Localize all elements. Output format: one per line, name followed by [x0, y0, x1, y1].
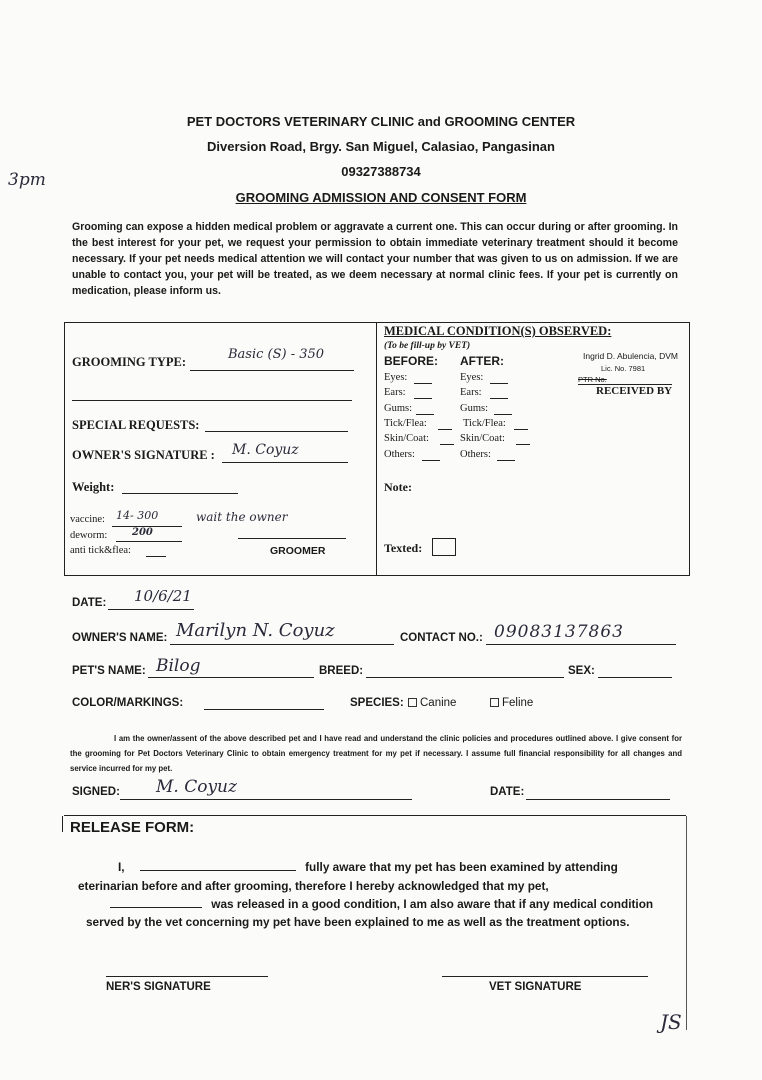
deworm-label: deworm: [70, 530, 108, 541]
blank-line [72, 400, 352, 401]
vet-stamp-lic: Lic. No. 7981 [601, 364, 646, 373]
after-gums: Gums: [460, 403, 489, 414]
deworm-line [116, 541, 182, 542]
after-skincoat: Skin/Coat: [460, 433, 505, 444]
color-label: COLOR/MARKINGS: [72, 697, 184, 709]
weight-label: Weight: [72, 480, 115, 494]
groomer-line [238, 538, 346, 539]
release-name-line[interactable] [140, 859, 296, 871]
release-right-border [686, 816, 687, 1030]
contact-label: CONTACT NO.: [400, 632, 483, 644]
consent-paragraph: I am the owner/assent of the above described pet and I have read and understand the clinic policies and procedures outlined above. I give consent for the grooming for Pet Doctors Veterinary Clinic to obtain emergency treatment for my pet if necessary. I assume full financial responsibility for all changes and service incurred for my pet. [70, 734, 682, 773]
grooming-type-value[interactable]: Basic (S) - 350 [228, 347, 325, 362]
owner-sig-line[interactable] [106, 976, 268, 977]
special-requests-line[interactable] [205, 431, 348, 432]
after-label: AFTER: [460, 354, 504, 368]
signed-label: SIGNED: [72, 786, 120, 798]
release-pet-line[interactable] [110, 896, 202, 908]
initials-mark: JS [660, 1010, 682, 1034]
antitick-label: anti tick&flea: [70, 545, 131, 556]
species-label: SPECIES: [350, 697, 404, 709]
before-ears-line[interactable] [414, 398, 432, 399]
before-skincoat-line[interactable] [440, 444, 454, 445]
contact-line [486, 644, 676, 645]
medical-condition-title: MEDICAL CONDITION(S) OBSERVED: [384, 324, 612, 338]
before-skincoat: Skin/Coat: [384, 433, 429, 444]
feline-checkbox[interactable] [490, 698, 499, 707]
owner-name-line [170, 644, 394, 645]
box-divider [376, 322, 377, 576]
texted-label: Texted: [384, 541, 423, 555]
owner-signature-label: OWNER'S SIGNATURE : [72, 448, 215, 462]
before-eyes-line[interactable] [414, 383, 432, 384]
release-title: RELEASE FORM: [70, 819, 195, 836]
after-others: Others: [460, 449, 491, 460]
received-by-label: RECEIVED BY [596, 385, 673, 397]
weight-line[interactable] [122, 493, 238, 494]
before-others: Others: [384, 449, 415, 460]
date-value[interactable]: 10/6/21 [134, 587, 192, 605]
clinic-name: PET DOCTORS VETERINARY CLINIC and GROOMING CENTER [186, 114, 576, 129]
canine-checkbox[interactable] [408, 698, 417, 707]
clinic-phone: 09327388734 [341, 164, 421, 179]
owner-name-value[interactable]: Marilyn N. Coyuz [176, 620, 335, 641]
vaccine-note: wait the owner [196, 510, 288, 524]
vet-sig-label: VET SIGNATURE [489, 981, 582, 993]
after-ears: Ears: [460, 387, 482, 398]
breed-line[interactable] [366, 677, 564, 678]
release-line-2: eterinarian before and after grooming, therefore I hereby acknowledged that my pet, [78, 879, 549, 893]
owner-sig-label: NER'S SIGNATURE [106, 981, 211, 993]
release-line-4: served by the vet concerning my pet have been explained to me as well as the treatment options. [86, 915, 630, 929]
texted-checkbox[interactable] [432, 538, 456, 556]
after-tickflea: Tick/Flea: [463, 418, 506, 429]
before-label: BEFORE: [384, 354, 438, 368]
note-label: Note: [384, 480, 412, 494]
after-eyes: Eyes: [460, 372, 484, 383]
release-i-label: I, [118, 860, 125, 874]
feline-option[interactable] [490, 697, 533, 709]
before-ears: Ears: [384, 387, 406, 398]
signed-date-line[interactable] [526, 799, 670, 800]
signed-date-label: DATE: [490, 786, 525, 798]
before-others-line[interactable] [422, 460, 440, 461]
date-line [108, 609, 194, 610]
breed-label: BREED: [319, 665, 364, 677]
before-tickflea: Tick/Flea: [384, 418, 427, 429]
after-tickflea-line[interactable] [514, 429, 528, 430]
groomer-label: GROOMER [270, 545, 326, 557]
pet-name-line [148, 677, 314, 678]
before-gums-line[interactable] [416, 414, 434, 415]
release-top-line [64, 815, 686, 816]
vaccine-label: vaccine: [70, 514, 105, 525]
owner-name-label: OWNER'S NAME: [72, 632, 168, 644]
sex-line[interactable] [598, 677, 672, 678]
owner-signature-value[interactable]: M. Coyuz [232, 442, 299, 458]
feline-label: Feline [502, 697, 534, 709]
release-line3-rest: was released in a good condition, I am also aware that if any medical condition [211, 897, 654, 911]
grooming-type-label: GROOMING TYPE: [72, 355, 187, 369]
release-line-3 [78, 895, 668, 914]
deworm-value[interactable]: 200 [132, 527, 153, 538]
sex-label: SEX: [568, 665, 595, 677]
after-eyes-line[interactable] [490, 383, 508, 384]
clinic-address: Diversion Road, Brgy. San Miguel, Calasiao, Pangasinan [207, 139, 555, 154]
after-others-line[interactable] [497, 460, 515, 461]
after-gums-line[interactable] [494, 414, 512, 415]
intro-paragraph: Grooming can expose a hidden medical problem or aggravate a current one. This can occur during or after grooming. In the best interest for your pet, we request your permission to obtain immediate veterinary treatment should it become necessary. If your pet needs medical attention we will contact your number that was given to us on admission. If we are unable to contact you, your pet will be treated, as we deem necessary at normal clinic fees. If your pet is currently on medication, please inform us. [72, 221, 678, 297]
before-gums: Gums: [384, 403, 413, 414]
vet-sig-line[interactable] [442, 976, 648, 977]
antitick-line[interactable] [146, 556, 166, 557]
pet-name-value[interactable]: Bilog [156, 656, 201, 676]
canine-option[interactable] [408, 697, 456, 709]
contact-value[interactable]: 09083137863 [494, 622, 624, 642]
special-requests-label: SPECIAL REQUESTS: [72, 418, 200, 432]
owner-signature-line [222, 462, 348, 463]
form-title: GROOMING ADMISSION AND CONSENT FORM [235, 190, 527, 205]
vet-stamp-ptr: PTR No. [578, 375, 607, 384]
margin-note: 3pm [8, 170, 46, 190]
after-skincoat-line[interactable] [516, 444, 530, 445]
release-line-1 [78, 858, 668, 877]
release-line1-rest: fully aware that my pet has been examined by attending [305, 860, 618, 874]
before-tickflea-line[interactable] [438, 429, 452, 430]
grooming-type-line [190, 370, 354, 371]
color-line[interactable] [204, 709, 324, 710]
canine-label: Canine [420, 697, 457, 709]
after-ears-line[interactable] [490, 398, 508, 399]
vet-stamp-name: Ingrid D. Abulencia, DVM [583, 351, 678, 361]
release-corner [62, 816, 63, 832]
before-eyes: Eyes: [384, 372, 408, 383]
medical-condition-subtitle: (To be fill-up by VET) [384, 341, 471, 351]
signed-line [120, 799, 412, 800]
vaccine-value[interactable]: 14- 300 [116, 509, 159, 522]
date-label: DATE: [72, 597, 107, 609]
pet-name-label: PET'S NAME: [72, 665, 146, 677]
signed-value[interactable]: M. Coyuz [156, 777, 237, 797]
